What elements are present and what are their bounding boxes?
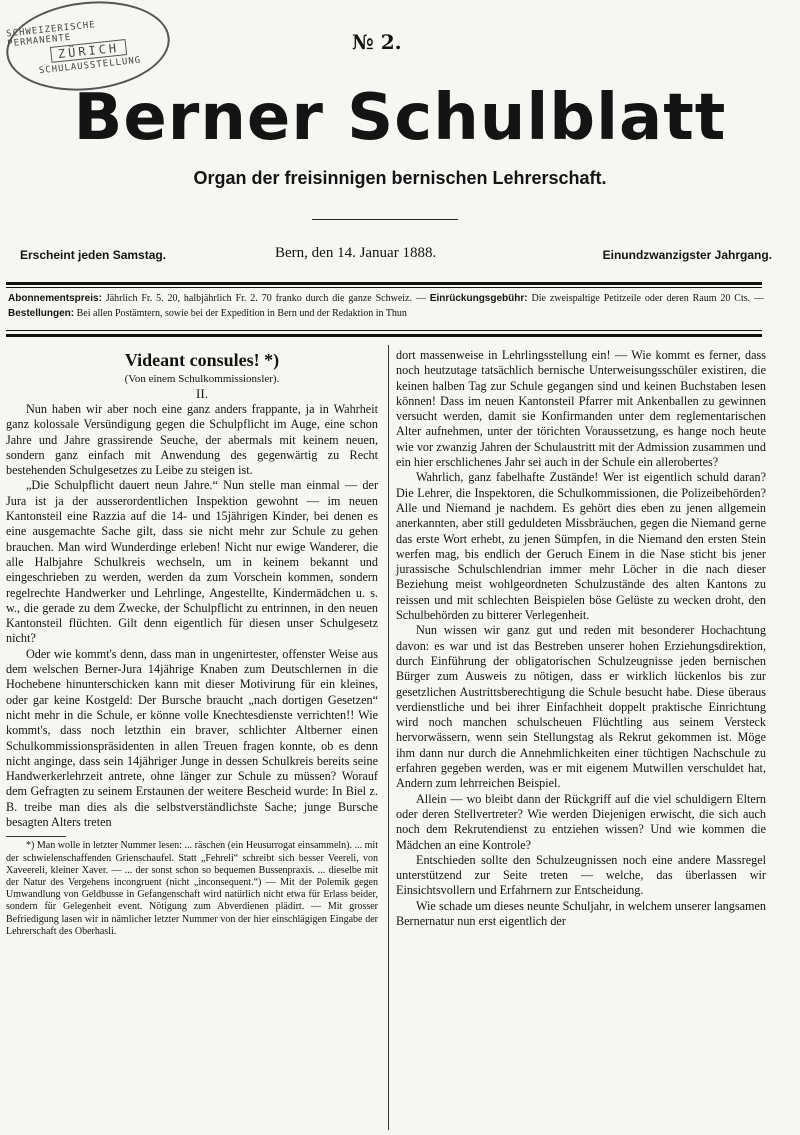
price-label: Abonnementspreis:: [8, 293, 102, 304]
footnote: *) Man wolle in letzter Nummer lesen: ... räschen (ein Heusurrogat einsammeln). ... mit der schwielenschaffenden Grienschaufel. Statt „Fehreli“ schreibt sich besser Veereli, von Xaveereli, kleiner Xaver. — ... der sonst schon so bequemen Bussenpraxis. ... dieselbe mit der Natur des Vergehens incongruent (nicht „inconsequent.“) — Mit der Polemik gegen Umwandlung von Geldbusse in Gefangenschaft wird natürlich nicht etwa für Erlass beider, sondern für Gelegenheit event. Nötigung zum Abverdienen plädirt. — Mit grosser Befriedigung lasen wir in nämlicher letzter Nummer von der hier einschlägigen Eingabe der Lehrerschaft des Oberhasli.: [6, 840, 378, 937]
paragraph: „Die Schulpflicht dauert neun Jahre.“ Nun stelle man einmal — der Jura ist ja der ausserordentlichen Inspektion gewohnt — im neuen Kantonsteil eine Razzia auf die 14- und 15jährigen Kinder, bei denen es eine ausgemachte Sache gilt, dass sie nicht mehr zur Schule zu gehen brauchen. Man wird Wunderdinge erleben! Nicht nur ewige Wanderer, die alle Halbjahre Schulkreis wechseln, um in keinem bekannt und eingeschrieben zu werden, werden da zum Vorschein kommen, sondern regelrechte Handwerker und Lehrlinge, Angestellte, Kindermädchen u. s. w., die gerade zu dem Zwecke, der Schulpflicht zu entrinnen, in den neuen Kantonsteil flüchten. Gilt denn eigentlich für diesen unser Schulgesetz nicht?: [6, 478, 378, 646]
header-rule-top: [6, 282, 762, 285]
stamp-line-3: SCHULAUSSTELLUNG: [38, 55, 142, 77]
issue-number: № 2.: [352, 30, 402, 54]
stamp-line-1: SCHWEIZERISCHE PERMANENTE: [5, 20, 97, 50]
insertion-text: Die zweispaltige Petitzeile oder deren Raum 20 Cts. —: [531, 293, 765, 304]
stamp-line-2: ZÜRICH: [50, 39, 127, 63]
column-divider: [388, 345, 389, 1130]
masthead-divider: [312, 219, 458, 220]
paragraph: Nun haben wir aber noch eine ganz anders frappante, ja in Wahrheit ganz kolossale Versündigung gegen die Schulpflicht im Auge, eine schon Jahre und Jahre grassirende Seuche, der abermals mit keinem neuen, sondern ganz einfach mit Anwendung des gegenwärtig zu Recht bestehenden Schulgesetzes zu Leibe zu steigen ist.: [6, 402, 378, 478]
orders-label: Bestellungen:: [8, 308, 75, 319]
paragraph: Allein — wo bleibt dann der Rückgriff auf die viel schuldigern Eltern oder deren Stellvertreter? Wie werden Diejenigen erwischt, die sich auch noch dem Rekrutendienst zu entziehen wissen? Und wie kommen die Mädchen an eine Kontrole?: [396, 791, 766, 852]
paragraph: Wahrlich, ganz fabelhafte Zustände! Wer ist eigentlich schuld daran? Die Lehrer, die Inspektoren, die Schulkommissionen, die Polizeibehörden? Alle und Niemand je nachdem. Es gehört dies eben zu jenen allgemein anerkannten, aber still geduldeten Missbräuchen, gegen die Niemand gerne das erste Wort erhebt, zu jenen Sümpfen, in die Niemand den ersten Stein werfen mag, bis endlich der Geruch Einem in die Nase sticht bis jener jurassische Schulschlendrian immer mehr Löcher in die nach dieser Beziehung meist wohlgeordneten Schulzustände des alten Kantons zu reissen und mit schlechten Beispielen böse Gelüste zu wecken droht, den Schulbehörden zu bitterer Verlegenheit.: [396, 470, 766, 623]
publication-date: Bern, den 14. Januar 1888.: [275, 245, 437, 261]
publication-frequency: Erscheint jeden Samstag.: [20, 248, 167, 262]
header-rule-top-thin: [6, 287, 762, 288]
article-title: Videant consules! *): [124, 350, 280, 370]
insertion-label: Einrückungsgebühr:: [429, 293, 528, 304]
header-rule-bottom: [6, 334, 762, 337]
paragraph: Wie schade um dieses neunte Schuljahr, in welchem unserer langsamen Bernernatur nun erst eigentlich der: [396, 898, 766, 928]
footnote-rule: [6, 836, 66, 837]
article-section: II.: [196, 386, 208, 401]
paragraph: dort massenweise in Lehrlingsstellung ein! — Wie kommt es ferner, dass noch heutzutage tatsächlich bernische Unterweisungsschüler existiren, die keinen halben Tag zur Schule gegangen sind und keinen Buchstaben lesen können! Dass im neuen Kantonsteil Pfarrer mit Ankenballen zu gewinnen versucht werden, damit sie Konfirmanden unter dem reglementarischen Alter aufnehmen, unter der törichten Voraussetzung, es hange noch heute wie vor zwanzig Jahren der Schulaustritt mit der Admission zusammen und ein hier erschlichenes Jahr sei auch in der Schule ein allerobertes?: [396, 348, 766, 470]
newspaper-subtitle: Organ der freisinnigen bernischen Lehrerschaft.: [193, 168, 607, 188]
paragraph: Oder wie kommt's denn, dass man in ungenirtester, offenster Weise aus dem welschen Berner-Jura 14jährige Knaben zum Deutschlernen in die Hochebene hinunterschicken kann mit dieser Motivirung für ein kleines, oder gar keine Kostgeld: Der Bursche braucht „nach dortigen Gesetzen“ nicht mehr in die Schule, er könne volle Knechtesdienste verrichten!! Wie kommt's, dass noch letzthin ein braver, schlichter Altberner einen Schulkommissionspräsidenten in allen Treuen fragen konnte, ob es denn nicht anginge, dass sein 14jähriger Junge in dessen Schulkreis bereits seine Handwerkerlehrzeit antrete, ohne länger zur Schule zu müssen? Worauf dem Gefragten zu seinem Erstaunen der weitere Bescheid wurde: In Biel z. B. treibe man dies als die selbstverständlichste Sache; junge Bursche besagten Alters treten: [6, 646, 378, 830]
newspaper-title: Berner Schulblatt: [73, 81, 727, 155]
left-column: [6, 348, 378, 938]
volume-year: Einundzwanzigster Jahrgang.: [602, 248, 772, 262]
paragraph: Nun wissen wir ganz gut und reden mit besonderer Hochachtung davon: es war und ist das Bestreben unserer hohen Erziehungsdirektion, durch Einführung der obligatorischen Schulzeugnisse jeden bernischen Bürger zum Ausweis zu nötigen, dass er wirklich lückenlos bis zur gesetzlichen Austrittsberechtigung die Schule besucht habe. Diese überaus verdienstliche und bei ihrer Einfachheit doppelt praktische Einrichtung wird noch manchen schulscheuen Flüchtling aus seinem Versteck hervorwässern, wenn sein Stellungstag als Rekrut gekommen ist. Möge ihm dann nur durch die Annehmlichkeiten einer tüchtigen Nachschule zu erfahren gegeben werden, was er mit eigenem Mutwillen verschuldet hat, Andern zum lehrreichen Beispiel.: [396, 623, 766, 791]
subscription-info: [8, 291, 764, 321]
orders-text: Bei allen Postämtern, sowie bei der Expedition in Bern und der Redaktion in Thun: [76, 308, 407, 319]
paragraph: Entschieden sollte den Schulzeugnissen noch eine andere Massregel unterstützend zur Seite treten — welche, das überlassen wir Einsichtsvollern und Erfahrnern zur Entscheidung.: [396, 852, 766, 898]
header-rule-bottom-thin: [6, 330, 762, 331]
right-column: [396, 348, 766, 929]
price-text: Jährlich Fr. 5. 20, halbjährlich Fr. 2. 70 franko durch die ganze Schweiz. —: [105, 293, 426, 304]
article-byline: (Von einem Schulkommissionsler).: [124, 373, 280, 385]
